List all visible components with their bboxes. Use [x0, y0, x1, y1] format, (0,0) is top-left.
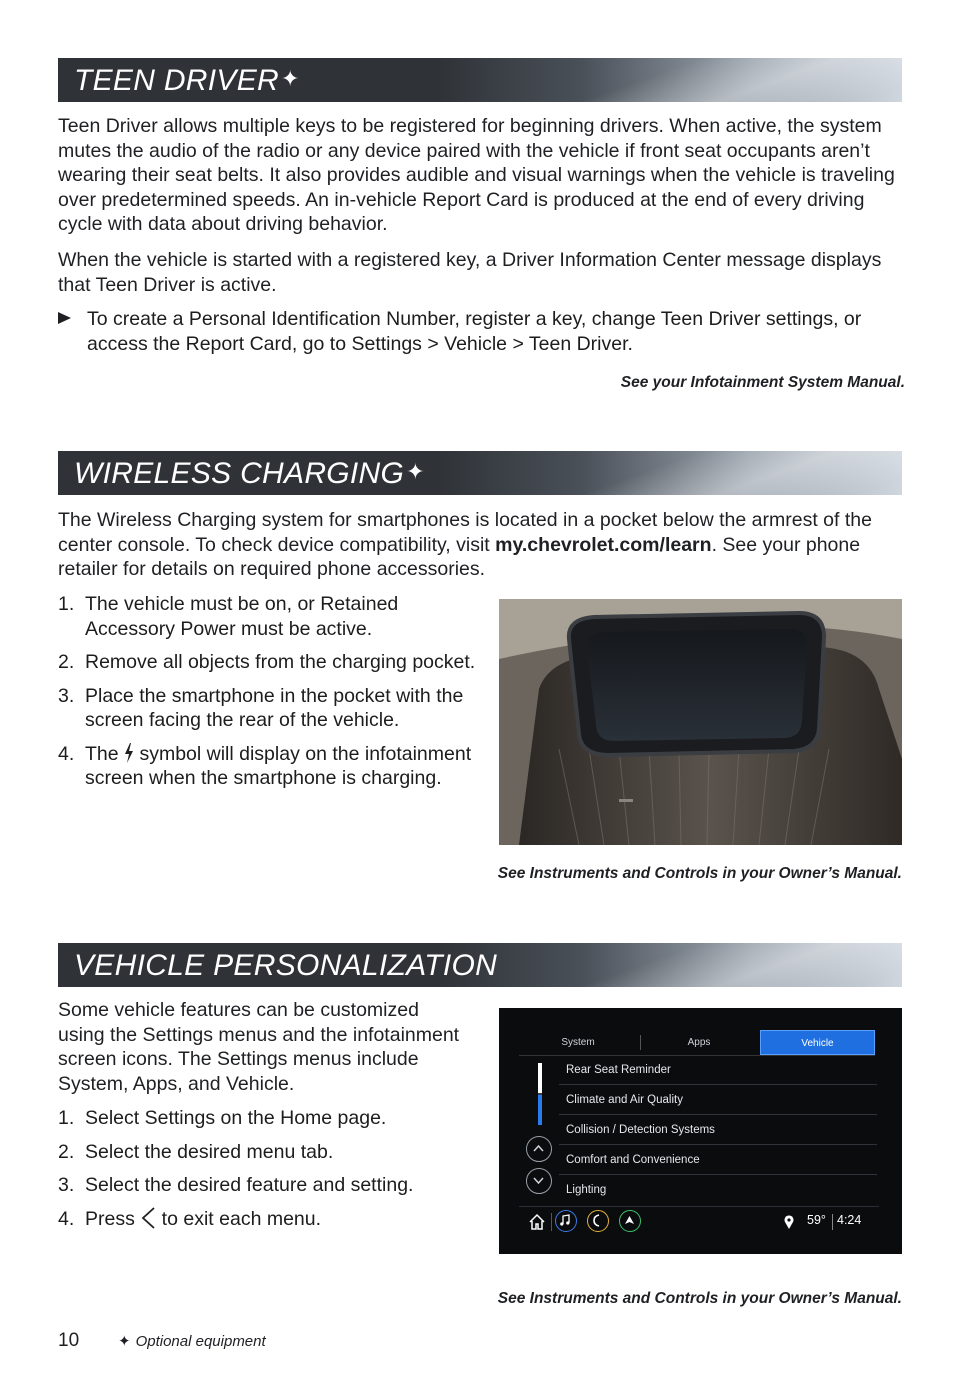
step-text-a: Press	[85, 1207, 141, 1230]
wireless-step-2	[58, 650, 478, 675]
step-text: Select the desired feature and setting.	[85, 1174, 414, 1196]
vehicle-personalization-reference: See Instruments and Controls in your Owner’s Manual.	[497, 1290, 902, 1307]
personalization-step-2	[58, 1140, 478, 1165]
optional-equipment-text: Optional equipment	[135, 1333, 266, 1350]
phone-icon	[588, 1211, 607, 1230]
chevron-up-icon	[527, 1137, 550, 1160]
step-number: 2.	[58, 651, 75, 673]
infotainment-settings-screen	[499, 1008, 902, 1254]
menu-scrollbar[interactable]	[538, 1063, 542, 1125]
step-number: 3.	[58, 1174, 75, 1196]
wireless-step-3	[58, 684, 478, 733]
location-pin-icon	[783, 1214, 795, 1230]
vehicle-personalization-banner	[58, 943, 902, 987]
wireless-charging-title-text: WIRELESS CHARGING	[74, 457, 405, 490]
teen-driver-paragraph-2: When the vehicle is started with a registered key, a Driver Information Center message displays that Teen Driver is active.	[58, 249, 882, 296]
page-number: 10	[58, 1330, 80, 1351]
infotainment-bottom-bar	[519, 1206, 879, 1237]
wireless-charging-intro	[58, 508, 903, 582]
chevrolet-learn-link[interactable]: my.chevrolet.com/learn	[495, 533, 712, 556]
step-number: 1.	[58, 1107, 75, 1129]
step-number: 2.	[58, 1140, 75, 1163]
teen-driver-title	[74, 64, 300, 98]
step-text-b: to exit each menu.	[156, 1207, 322, 1230]
personalization-step-1	[58, 1106, 478, 1131]
outside-temperature: 59°	[807, 1213, 826, 1227]
wireless-step-1	[58, 592, 478, 641]
vehicle-personalization-steps	[58, 1106, 478, 1240]
wireless-intro-text-a: The Wireless Charging system for smartphones is located in a pocket below the armrest of the center console. To check device compatibility, visit	[58, 509, 872, 556]
personalization-step-3	[58, 1173, 478, 1198]
phone-button[interactable]	[587, 1210, 609, 1232]
menu-item-climate-air-quality[interactable]: Climate and Air Quality	[559, 1086, 877, 1115]
vehicle-personalization-intro: Some vehicle features can be customized using the Settings menus and the infotainment screen icons. The Settings menus include System, Apps, and Vehicle.	[58, 999, 460, 1095]
bullet-triangle-icon	[58, 312, 71, 324]
step-number: 3.	[58, 684, 75, 707]
vehicle-personalization-title: VEHICLE PERSONALIZATION	[74, 949, 498, 982]
personalization-step-4	[58, 1207, 478, 1232]
wireless-charging-title	[74, 457, 425, 491]
scroll-down-button[interactable]	[526, 1168, 552, 1194]
step-number: 4.	[58, 1207, 75, 1230]
optional-star-icon: ✦	[118, 1333, 131, 1350]
home-icon[interactable]	[527, 1212, 547, 1232]
banner-sheen	[562, 58, 902, 102]
settings-tabs	[519, 1030, 875, 1056]
step-text-a: The	[85, 742, 125, 765]
teen-driver-title-text: TEEN DRIVER	[74, 64, 279, 97]
menu-item-comfort-convenience[interactable]: Comfort and Convenience	[559, 1146, 877, 1175]
wireless-intro-text-b: . See your phone retailer for details on required phone accessories.	[58, 533, 861, 580]
teen-driver-banner	[58, 58, 902, 102]
wireless-charging-steps	[58, 592, 478, 800]
bar-divider	[832, 1214, 833, 1230]
step-text: Remove all objects from the charging pocket.	[85, 651, 476, 673]
banner-sheen	[562, 943, 902, 987]
menu-item-rear-seat-reminder[interactable]: Rear Seat Reminder	[559, 1056, 877, 1085]
optional-star-icon: ✦	[281, 66, 300, 91]
optional-star-icon: ✦	[406, 459, 425, 484]
lightning-bolt-icon	[124, 743, 134, 763]
navigation-button[interactable]	[619, 1210, 641, 1232]
wireless-step-4	[58, 742, 478, 791]
back-chevron-icon	[140, 1207, 156, 1229]
music-note-icon	[556, 1211, 575, 1230]
tab-apps[interactable]: Apps	[687, 1037, 711, 1048]
wireless-charging-banner	[58, 451, 902, 495]
wireless-charging-pocket-photo	[499, 599, 902, 845]
step-text: Select the desired menu tab.	[85, 1140, 334, 1163]
step-number: 1.	[58, 593, 75, 615]
optional-equipment-note	[118, 1332, 266, 1350]
step-number: 4.	[58, 742, 75, 765]
menu-item-lighting[interactable]: Lighting	[566, 1184, 607, 1196]
step-text: The vehicle must be on, or Retained Accessory Power must be active.	[85, 593, 399, 640]
menu-item-collision-detection[interactable]: Collision / Detection Systems	[559, 1116, 877, 1145]
scroll-thumb	[538, 1063, 542, 1093]
tab-system[interactable]: System	[561, 1037, 595, 1048]
wireless-charging-reference: See Instruments and Controls in your Owner’s Manual.	[497, 865, 902, 882]
step-text: Place the smartphone in the pocket with the screen facing the rear of the vehicle.	[85, 684, 464, 731]
step-text: Select Settings on the Home page.	[85, 1107, 387, 1129]
chevron-down-icon	[527, 1169, 550, 1192]
teen-driver-reference: See your Infotainment System Manual.	[620, 374, 905, 391]
banner-sheen	[562, 451, 902, 495]
teen-driver-paragraph-1: Teen Driver allows multiple keys to be registered for beginning drivers. When active, the system mutes the audio of the radio or any device paired with the vehicle if front seat occupants aren’t wearing their seat belts. It also provides audible and visual warnings when the vehicle is traveling over predetermined speeds. An in-vehicle Report Card is produced at the end of every driving cycle with data about driving behavior.	[58, 115, 895, 235]
bar-divider	[551, 1213, 552, 1231]
tab-divider	[640, 1035, 641, 1050]
navigation-arrow-icon	[620, 1211, 639, 1230]
center-console-illustration	[499, 599, 902, 845]
teen-driver-bullet-text: To create a Personal Identification Number, register a key, change Teen Driver settings, or access the Report Card, go to Settings > Vehicle > Teen Driver.	[87, 308, 862, 355]
step-text-b: symbol will display on the infotainment screen when the smartphone is charging.	[85, 742, 472, 789]
tab-vehicle[interactable]: Vehicle	[760, 1030, 875, 1055]
scroll-position-indicator	[538, 1095, 542, 1125]
audio-button[interactable]	[555, 1210, 577, 1232]
clock-time: 4:24	[837, 1213, 862, 1227]
scroll-up-button[interactable]	[526, 1136, 552, 1162]
